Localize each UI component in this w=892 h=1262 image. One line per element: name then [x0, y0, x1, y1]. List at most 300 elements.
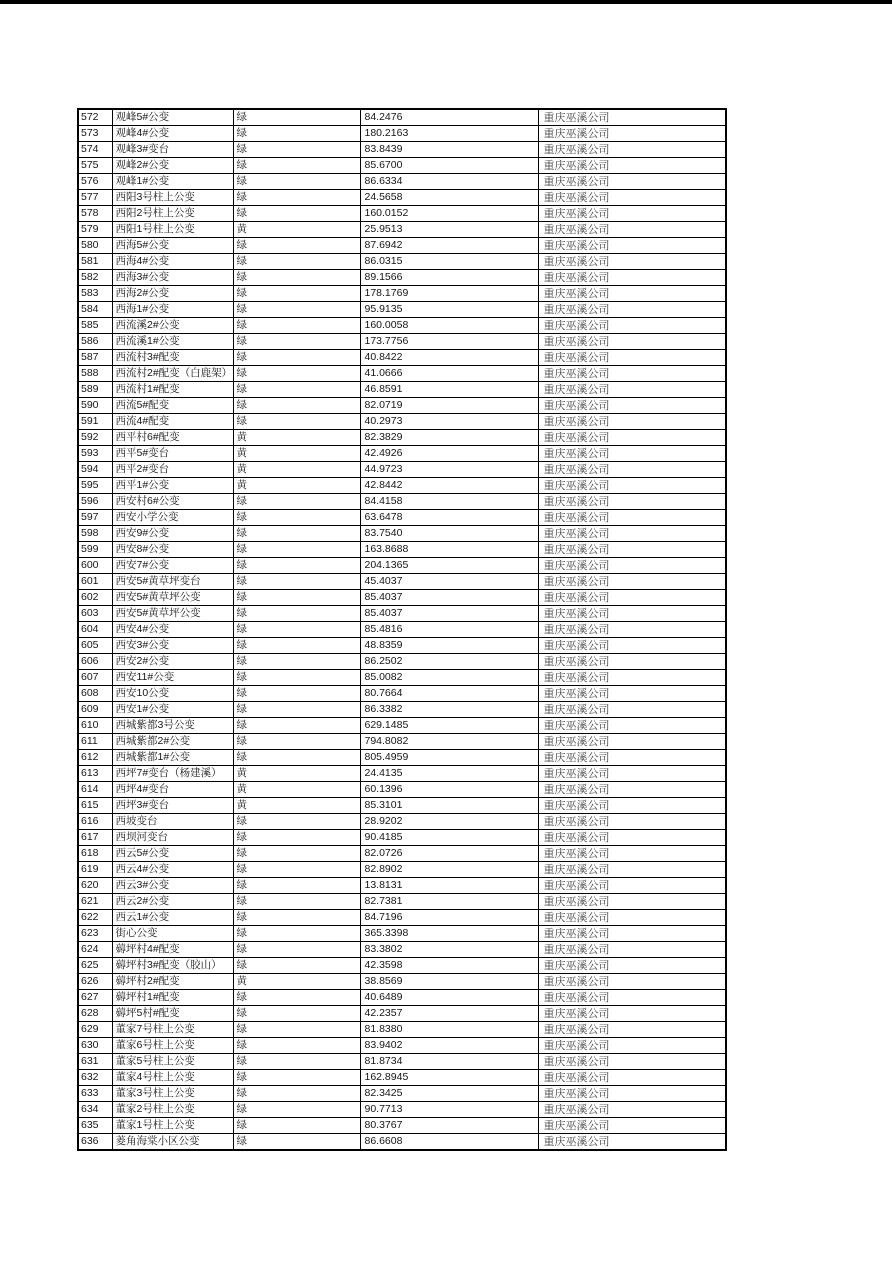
- row-number-cell: 593: [78, 446, 112, 462]
- status-cell: 绿: [233, 334, 360, 350]
- row-number-cell: 599: [78, 542, 112, 558]
- device-name-cell: 观峰3#变台: [112, 142, 233, 158]
- value-cell: 163.8688: [360, 542, 538, 558]
- device-name-cell: 西云1#公变: [112, 910, 233, 926]
- table-row: [78, 286, 726, 302]
- transformer-load-table: [77, 108, 727, 1151]
- row-number-cell: 626: [78, 974, 112, 990]
- device-name-cell: 西安10公变: [112, 686, 233, 702]
- row-number-cell: 600: [78, 558, 112, 574]
- status-cell: 绿: [233, 206, 360, 222]
- row-number-cell: 627: [78, 990, 112, 1006]
- table-row: [78, 814, 726, 830]
- row-number-cell: 579: [78, 222, 112, 238]
- device-name-cell: 西坝河变台: [112, 830, 233, 846]
- table-row: [78, 174, 726, 190]
- company-cell: 重庆巫溪公司: [538, 846, 726, 862]
- row-number-cell: 603: [78, 606, 112, 622]
- device-name-cell: 薅坪村1#配变: [112, 990, 233, 1006]
- table-row: [78, 510, 726, 526]
- status-cell: 黄: [233, 430, 360, 446]
- status-cell: 绿: [233, 158, 360, 174]
- status-cell: 绿: [233, 558, 360, 574]
- value-cell: 13.8131: [360, 878, 538, 894]
- status-cell: 绿: [233, 350, 360, 366]
- device-name-cell: 薅坪村2#配变: [112, 974, 233, 990]
- value-cell: 42.2357: [360, 1006, 538, 1022]
- device-name-cell: 观峰1#公变: [112, 174, 233, 190]
- device-name-cell: 西阳1号柱上公变: [112, 222, 233, 238]
- row-number-cell: 595: [78, 478, 112, 494]
- device-name-cell: 薅坪村4#配变: [112, 942, 233, 958]
- value-cell: 180.2163: [360, 126, 538, 142]
- company-cell: 重庆巫溪公司: [538, 782, 726, 798]
- value-cell: 40.2973: [360, 414, 538, 430]
- table-row: [78, 238, 726, 254]
- value-cell: 85.4037: [360, 590, 538, 606]
- table-row: [78, 542, 726, 558]
- table-row: [78, 670, 726, 686]
- device-name-cell: 西云3#公变: [112, 878, 233, 894]
- table-row: [78, 478, 726, 494]
- company-cell: 重庆巫溪公司: [538, 702, 726, 718]
- company-cell: 重庆巫溪公司: [538, 606, 726, 622]
- value-cell: 86.3382: [360, 702, 538, 718]
- device-name-cell: 西云4#公变: [112, 862, 233, 878]
- device-name-cell: 西安11#公变: [112, 670, 233, 686]
- company-cell: 重庆巫溪公司: [538, 1054, 726, 1070]
- device-name-cell: 西城紫都2#公变: [112, 734, 233, 750]
- status-cell: 绿: [233, 1134, 360, 1151]
- company-cell: 重庆巫溪公司: [538, 350, 726, 366]
- table-row: [78, 494, 726, 510]
- row-number-cell: 633: [78, 1086, 112, 1102]
- device-name-cell: 西海4#公变: [112, 254, 233, 270]
- status-cell: 绿: [233, 398, 360, 414]
- value-cell: 83.3802: [360, 942, 538, 958]
- value-cell: 45.4037: [360, 574, 538, 590]
- value-cell: 90.4185: [360, 830, 538, 846]
- company-cell: 重庆巫溪公司: [538, 798, 726, 814]
- value-cell: 24.5658: [360, 190, 538, 206]
- value-cell: 48.8359: [360, 638, 538, 654]
- value-cell: 82.3829: [360, 430, 538, 446]
- row-number-cell: 592: [78, 430, 112, 446]
- value-cell: 794.8082: [360, 734, 538, 750]
- status-cell: 绿: [233, 109, 360, 126]
- row-number-cell: 629: [78, 1022, 112, 1038]
- status-cell: 绿: [233, 718, 360, 734]
- row-number-cell: 616: [78, 814, 112, 830]
- table-row: [78, 846, 726, 862]
- company-cell: 重庆巫溪公司: [538, 430, 726, 446]
- table-row: [78, 302, 726, 318]
- row-number-cell: 635: [78, 1118, 112, 1134]
- company-cell: 重庆巫溪公司: [538, 1118, 726, 1134]
- device-name-cell: 观峰2#公变: [112, 158, 233, 174]
- status-cell: 绿: [233, 414, 360, 430]
- row-number-cell: 583: [78, 286, 112, 302]
- row-number-cell: 594: [78, 462, 112, 478]
- company-cell: 重庆巫溪公司: [538, 734, 726, 750]
- table-row: [78, 990, 726, 1006]
- row-number-cell: 606: [78, 654, 112, 670]
- row-number-cell: 582: [78, 270, 112, 286]
- status-cell: 绿: [233, 542, 360, 558]
- value-cell: 40.8422: [360, 350, 538, 366]
- company-cell: 重庆巫溪公司: [538, 510, 726, 526]
- company-cell: 重庆巫溪公司: [538, 590, 726, 606]
- row-number-cell: 589: [78, 382, 112, 398]
- device-name-cell: 西云5#公变: [112, 846, 233, 862]
- row-number-cell: 612: [78, 750, 112, 766]
- status-cell: 绿: [233, 574, 360, 590]
- row-number-cell: 575: [78, 158, 112, 174]
- status-cell: 绿: [233, 1070, 360, 1086]
- device-name-cell: 西流5#配变: [112, 398, 233, 414]
- value-cell: 95.9135: [360, 302, 538, 318]
- table-row: [78, 446, 726, 462]
- row-number-cell: 620: [78, 878, 112, 894]
- table-row: [78, 366, 726, 382]
- table-row: [78, 910, 726, 926]
- company-cell: 重庆巫溪公司: [538, 894, 726, 910]
- row-number-cell: 585: [78, 318, 112, 334]
- row-number-cell: 609: [78, 702, 112, 718]
- row-number-cell: 591: [78, 414, 112, 430]
- device-name-cell: 董家6号柱上公变: [112, 1038, 233, 1054]
- device-name-cell: 董家3号柱上公变: [112, 1086, 233, 1102]
- table-row: [78, 318, 726, 334]
- device-name-cell: 西安小学公变: [112, 510, 233, 526]
- company-cell: 重庆巫溪公司: [538, 926, 726, 942]
- row-number-cell: 605: [78, 638, 112, 654]
- status-cell: 绿: [233, 174, 360, 190]
- value-cell: 60.1396: [360, 782, 538, 798]
- device-name-cell: 西安1#公变: [112, 702, 233, 718]
- company-cell: 重庆巫溪公司: [538, 686, 726, 702]
- company-cell: 重庆巫溪公司: [538, 174, 726, 190]
- company-cell: 重庆巫溪公司: [538, 526, 726, 542]
- row-number-cell: 574: [78, 142, 112, 158]
- company-cell: 重庆巫溪公司: [538, 1086, 726, 1102]
- value-cell: 80.7664: [360, 686, 538, 702]
- status-cell: 绿: [233, 590, 360, 606]
- status-cell: 绿: [233, 190, 360, 206]
- table-row: [78, 942, 726, 958]
- row-number-cell: 604: [78, 622, 112, 638]
- device-name-cell: 西安5#黄草坪变台: [112, 574, 233, 590]
- value-cell: 160.0152: [360, 206, 538, 222]
- value-cell: 84.7196: [360, 910, 538, 926]
- row-number-cell: 625: [78, 958, 112, 974]
- row-number-cell: 622: [78, 910, 112, 926]
- row-number-cell: 596: [78, 494, 112, 510]
- table-row: [78, 926, 726, 942]
- row-number-cell: 617: [78, 830, 112, 846]
- row-number-cell: 572: [78, 109, 112, 126]
- device-name-cell: 西阳3号柱上公变: [112, 190, 233, 206]
- device-name-cell: 董家2号柱上公变: [112, 1102, 233, 1118]
- value-cell: 81.8380: [360, 1022, 538, 1038]
- company-cell: 重庆巫溪公司: [538, 222, 726, 238]
- company-cell: 重庆巫溪公司: [538, 414, 726, 430]
- company-cell: 重庆巫溪公司: [538, 958, 726, 974]
- company-cell: 重庆巫溪公司: [538, 750, 726, 766]
- device-name-cell: 董家5号柱上公变: [112, 1054, 233, 1070]
- value-cell: 85.0082: [360, 670, 538, 686]
- device-name-cell: 西流溪2#公变: [112, 318, 233, 334]
- value-cell: 38.8569: [360, 974, 538, 990]
- status-cell: 绿: [233, 830, 360, 846]
- row-number-cell: 573: [78, 126, 112, 142]
- value-cell: 805.4959: [360, 750, 538, 766]
- table-row: [78, 974, 726, 990]
- status-cell: 绿: [233, 366, 360, 382]
- company-cell: 重庆巫溪公司: [538, 398, 726, 414]
- row-number-cell: 628: [78, 1006, 112, 1022]
- row-number-cell: 619: [78, 862, 112, 878]
- row-number-cell: 597: [78, 510, 112, 526]
- row-number-cell: 577: [78, 190, 112, 206]
- row-number-cell: 615: [78, 798, 112, 814]
- status-cell: 黄: [233, 446, 360, 462]
- device-name-cell: 西坪7#变台（杨建溪）: [112, 766, 233, 782]
- device-name-cell: 西坪4#变台: [112, 782, 233, 798]
- value-cell: 86.6608: [360, 1134, 538, 1151]
- value-cell: 82.0719: [360, 398, 538, 414]
- table-row: [78, 142, 726, 158]
- device-name-cell: 西海2#公变: [112, 286, 233, 302]
- company-cell: 重庆巫溪公司: [538, 1070, 726, 1086]
- value-cell: 89.1566: [360, 270, 538, 286]
- company-cell: 重庆巫溪公司: [538, 478, 726, 494]
- row-number-cell: 601: [78, 574, 112, 590]
- value-cell: 42.8442: [360, 478, 538, 494]
- table-row: [78, 526, 726, 542]
- table-row: [78, 1054, 726, 1070]
- table-row: [78, 750, 726, 766]
- table-row: [78, 158, 726, 174]
- value-cell: 85.6700: [360, 158, 538, 174]
- device-name-cell: 西安4#公变: [112, 622, 233, 638]
- row-number-cell: 584: [78, 302, 112, 318]
- table-row: [78, 734, 726, 750]
- table-row: [78, 1086, 726, 1102]
- status-cell: 绿: [233, 686, 360, 702]
- table-row: [78, 590, 726, 606]
- device-name-cell: 西城紫都3号公变: [112, 718, 233, 734]
- value-cell: 82.3425: [360, 1086, 538, 1102]
- row-number-cell: 608: [78, 686, 112, 702]
- value-cell: 178.1769: [360, 286, 538, 302]
- company-cell: 重庆巫溪公司: [538, 126, 726, 142]
- status-cell: 绿: [233, 958, 360, 974]
- status-cell: 绿: [233, 126, 360, 142]
- value-cell: 160.0058: [360, 318, 538, 334]
- device-name-cell: 西阳2号柱上公变: [112, 206, 233, 222]
- table-row: [78, 126, 726, 142]
- company-cell: 重庆巫溪公司: [538, 1038, 726, 1054]
- company-cell: 重庆巫溪公司: [538, 142, 726, 158]
- company-cell: 重庆巫溪公司: [538, 382, 726, 398]
- status-cell: 绿: [233, 270, 360, 286]
- company-cell: 重庆巫溪公司: [538, 878, 726, 894]
- device-name-cell: 西流4#配变: [112, 414, 233, 430]
- status-cell: 绿: [233, 302, 360, 318]
- status-cell: 黄: [233, 974, 360, 990]
- value-cell: 365.3398: [360, 926, 538, 942]
- device-name-cell: 观峰5#公变: [112, 109, 233, 126]
- table-row: [78, 382, 726, 398]
- row-number-cell: 634: [78, 1102, 112, 1118]
- status-cell: 黄: [233, 222, 360, 238]
- device-name-cell: 董家7号柱上公变: [112, 1022, 233, 1038]
- company-cell: 重庆巫溪公司: [538, 254, 726, 270]
- row-number-cell: 610: [78, 718, 112, 734]
- device-name-cell: 西流村3#配变: [112, 350, 233, 366]
- table-row: [78, 1006, 726, 1022]
- table-row: [78, 462, 726, 478]
- value-cell: 85.3101: [360, 798, 538, 814]
- status-cell: 绿: [233, 926, 360, 942]
- row-number-cell: 614: [78, 782, 112, 798]
- device-name-cell: 西坡变台: [112, 814, 233, 830]
- value-cell: 84.4158: [360, 494, 538, 510]
- value-cell: 24.4135: [360, 766, 538, 782]
- device-name-cell: 西安3#公变: [112, 638, 233, 654]
- status-cell: 绿: [233, 382, 360, 398]
- company-cell: 重庆巫溪公司: [538, 334, 726, 350]
- row-number-cell: 624: [78, 942, 112, 958]
- status-cell: 绿: [233, 654, 360, 670]
- status-cell: 绿: [233, 734, 360, 750]
- table-row: [78, 766, 726, 782]
- table-row: [78, 430, 726, 446]
- device-name-cell: 西流村2#配变（白鹿架）: [112, 366, 233, 382]
- value-cell: 84.2476: [360, 109, 538, 126]
- device-name-cell: 董家1号柱上公变: [112, 1118, 233, 1134]
- table-row: [78, 622, 726, 638]
- row-number-cell: 581: [78, 254, 112, 270]
- value-cell: 90.7713: [360, 1102, 538, 1118]
- company-cell: 重庆巫溪公司: [538, 494, 726, 510]
- value-cell: 28.9202: [360, 814, 538, 830]
- table-row: [78, 398, 726, 414]
- value-cell: 46.8591: [360, 382, 538, 398]
- device-name-cell: 薅坪村3#配变（胶山）: [112, 958, 233, 974]
- row-number-cell: 590: [78, 398, 112, 414]
- table-row: [78, 654, 726, 670]
- company-cell: 重庆巫溪公司: [538, 830, 726, 846]
- value-cell: 42.3598: [360, 958, 538, 974]
- status-cell: 绿: [233, 142, 360, 158]
- row-number-cell: 588: [78, 366, 112, 382]
- device-name-cell: 西流村1#配变: [112, 382, 233, 398]
- value-cell: 83.9402: [360, 1038, 538, 1054]
- company-cell: 重庆巫溪公司: [538, 622, 726, 638]
- value-cell: 82.7381: [360, 894, 538, 910]
- value-cell: 81.8734: [360, 1054, 538, 1070]
- value-cell: 41.0666: [360, 366, 538, 382]
- company-cell: 重庆巫溪公司: [538, 766, 726, 782]
- table-row: [78, 414, 726, 430]
- table-row: [78, 254, 726, 270]
- table-row: [78, 878, 726, 894]
- table-row: [78, 1038, 726, 1054]
- table-row: [78, 830, 726, 846]
- status-cell: 绿: [233, 526, 360, 542]
- device-name-cell: 西城紫都1#公变: [112, 750, 233, 766]
- status-cell: 绿: [233, 1006, 360, 1022]
- row-number-cell: 586: [78, 334, 112, 350]
- device-name-cell: 西海1#公变: [112, 302, 233, 318]
- table-row: [78, 350, 726, 366]
- device-name-cell: 菱角海棠小区公变: [112, 1134, 233, 1151]
- status-cell: 绿: [233, 1038, 360, 1054]
- row-number-cell: 630: [78, 1038, 112, 1054]
- company-cell: 重庆巫溪公司: [538, 158, 726, 174]
- status-cell: 绿: [233, 286, 360, 302]
- company-cell: 重庆巫溪公司: [538, 974, 726, 990]
- status-cell: 绿: [233, 238, 360, 254]
- status-cell: 绿: [233, 1054, 360, 1070]
- status-cell: 绿: [233, 846, 360, 862]
- device-name-cell: 西平村6#配变: [112, 430, 233, 446]
- status-cell: 绿: [233, 862, 360, 878]
- status-cell: 黄: [233, 798, 360, 814]
- device-name-cell: 西流溪1#公变: [112, 334, 233, 350]
- table-row: [78, 574, 726, 590]
- company-cell: 重庆巫溪公司: [538, 446, 726, 462]
- company-cell: 重庆巫溪公司: [538, 1134, 726, 1151]
- device-name-cell: 西平5#变台: [112, 446, 233, 462]
- table-row: [78, 558, 726, 574]
- value-cell: 82.0726: [360, 846, 538, 862]
- value-cell: 85.4037: [360, 606, 538, 622]
- table-row: [78, 638, 726, 654]
- device-name-cell: 董家4号柱上公变: [112, 1070, 233, 1086]
- value-cell: 173.7756: [360, 334, 538, 350]
- value-cell: 87.6942: [360, 238, 538, 254]
- status-cell: 绿: [233, 1118, 360, 1134]
- status-cell: 绿: [233, 494, 360, 510]
- value-cell: 86.0315: [360, 254, 538, 270]
- company-cell: 重庆巫溪公司: [538, 574, 726, 590]
- status-cell: 黄: [233, 782, 360, 798]
- status-cell: 绿: [233, 606, 360, 622]
- status-cell: 绿: [233, 318, 360, 334]
- company-cell: 重庆巫溪公司: [538, 910, 726, 926]
- table-row: [78, 222, 726, 238]
- table-row: [78, 606, 726, 622]
- value-cell: 44.9723: [360, 462, 538, 478]
- company-cell: 重庆巫溪公司: [538, 638, 726, 654]
- value-cell: 86.2502: [360, 654, 538, 670]
- table-row: [78, 686, 726, 702]
- status-cell: 绿: [233, 942, 360, 958]
- row-number-cell: 587: [78, 350, 112, 366]
- status-cell: 绿: [233, 750, 360, 766]
- device-name-cell: 西云2#公变: [112, 894, 233, 910]
- row-number-cell: 602: [78, 590, 112, 606]
- status-cell: 绿: [233, 638, 360, 654]
- value-cell: 162.8945: [360, 1070, 538, 1086]
- row-number-cell: 578: [78, 206, 112, 222]
- company-cell: 重庆巫溪公司: [538, 1006, 726, 1022]
- table-row: [78, 270, 726, 286]
- table-body: [78, 109, 726, 1150]
